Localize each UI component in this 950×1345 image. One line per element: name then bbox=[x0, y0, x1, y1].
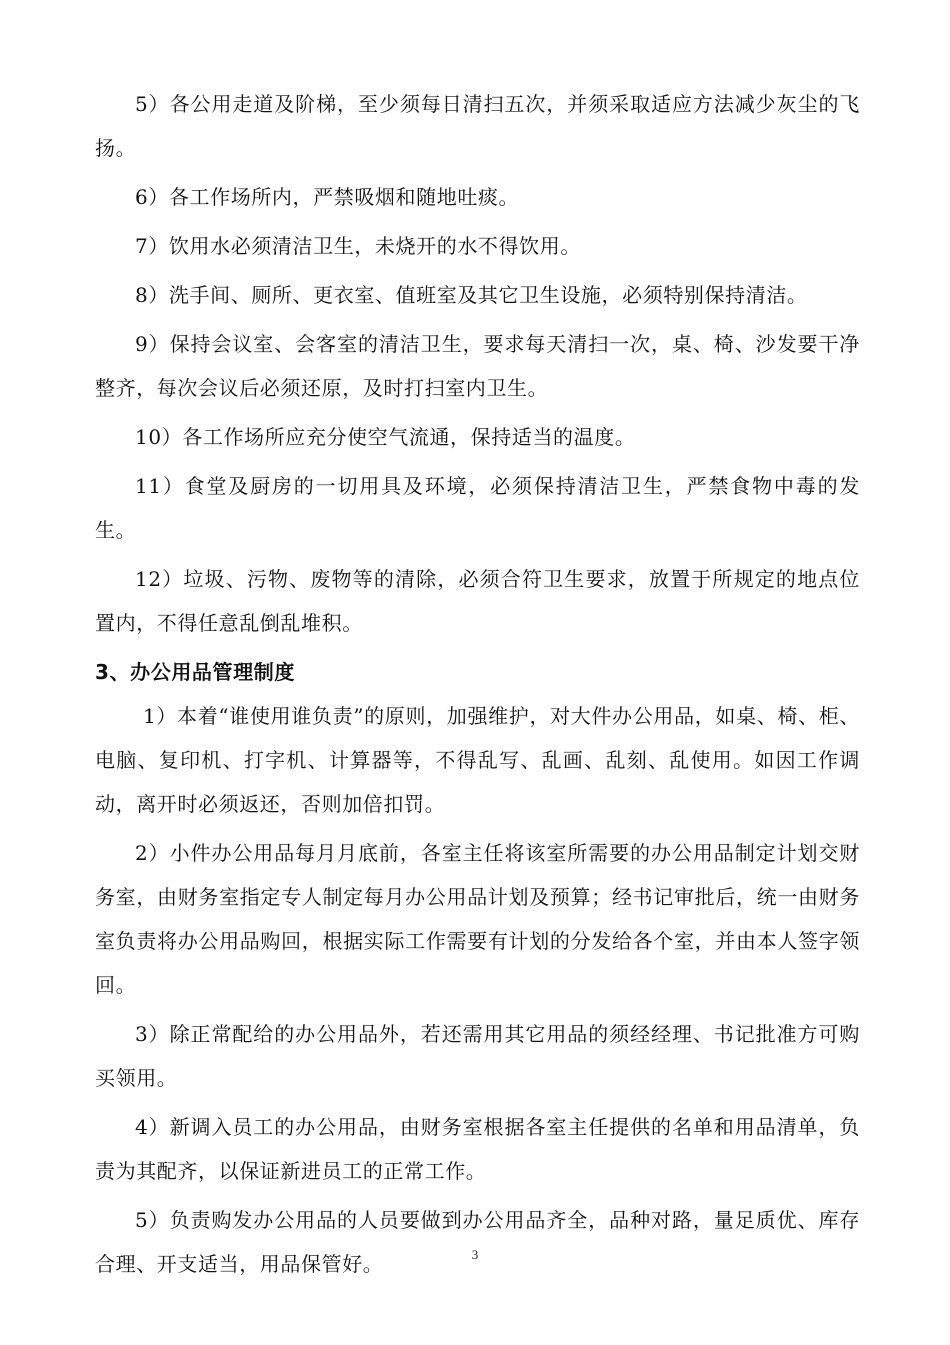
list-item: 12）垃圾、污物、废物等的清除，必须合符卫生要求，放置于所规定的地点位置内，不得任意乱倒乱堆积。 bbox=[95, 567, 860, 635]
section-heading: 3、办公用品管理制度 bbox=[95, 660, 295, 684]
list-item: 1）本着“谁使用谁负责”的原则，加强维护，对大件办公用品，如桌、椅、柜、电脑、复印机、打字机、计算器等，不得乱写、乱画、乱刻、乱使用。如因工作调动，离开时必须返还，否则加倍扣罚。 bbox=[95, 704, 860, 816]
list-item: 5）各公用走道及阶梯，至少须每日清扫五次，并须采取适应方法减少灰尘的飞扬。 bbox=[95, 92, 860, 160]
list-item: 6）各工作场所内，严禁吸烟和随地吐痰。 bbox=[135, 185, 520, 209]
list-item: 9）保持会议室、会客室的清洁卫生，要求每天清扫一次，桌、椅、沙发要干净整齐，每次会议后必须还原，及时打扫室内卫生。 bbox=[95, 332, 860, 400]
list-item: 8）洗手间、厕所、更衣室、值班室及其它卫生设施，必须特别保持清洁。 bbox=[135, 283, 808, 307]
list-item: 2）小件办公用品每月月底前，各室主任将该室所需要的办公用品制定计划交财务室，由财务室指定专人制定每月办公用品计划及预算；经书记审批后，统一由财务室负责将办公用品购回，根据实际工作需要有计划的分发给各个室，并由本人签字领回。 bbox=[95, 841, 860, 997]
list-item: 10）各工作场所应充分使空气流通，保持适当的温度。 bbox=[135, 425, 636, 449]
list-item: 7）饮用水必须清洁卫生，未烧开的水不得饮用。 bbox=[135, 234, 581, 258]
list-item: 3）除正常配给的办公用品外，若还需用其它用品的须经经理、书记批准方可购买领用。 bbox=[95, 1022, 860, 1090]
document-page bbox=[95, 82, 860, 1291]
page-number: 3 bbox=[471, 1247, 479, 1262]
list-item: 5）负责购发办公用品的人员要做到办公用品齐全，品种对路，量足质优、库存合理、开支适当，用品保管好。 bbox=[95, 1208, 860, 1276]
list-item: 11）食堂及厨房的一切用具及环境，必须保持清洁卫生，严禁食物中毒的发生。 bbox=[95, 474, 860, 542]
list-item: 4）新调入员工的办公用品，由财务室根据各室主任提供的名单和用品清单，负责为其配齐，以保证新进员工的正常工作。 bbox=[95, 1115, 860, 1183]
